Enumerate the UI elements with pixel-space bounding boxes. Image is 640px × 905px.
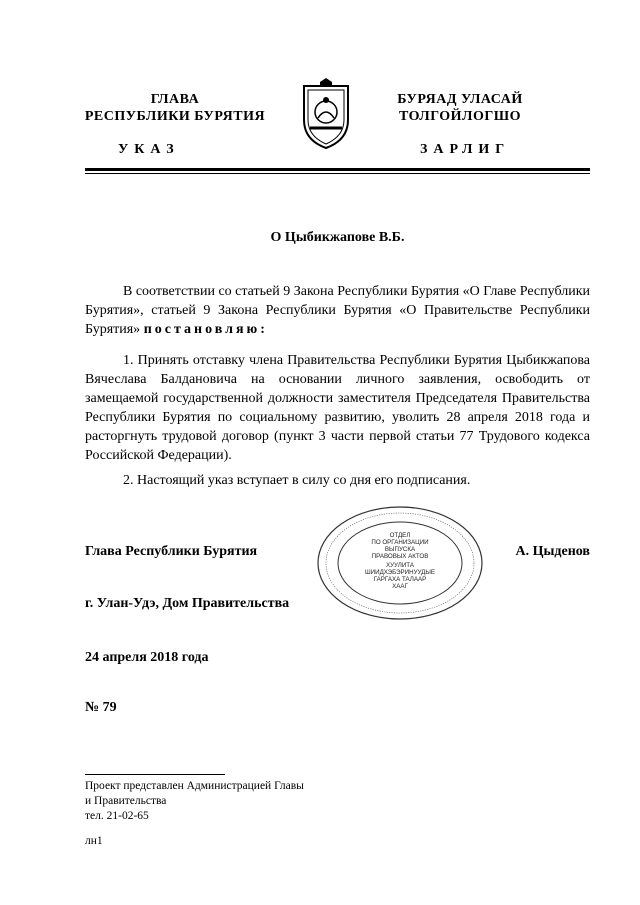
- coat-of-arms-icon: [296, 78, 356, 152]
- stamp-line-2: ВЫПУСКА: [384, 546, 416, 553]
- zarlig-label: ЗАРЛИГ: [420, 142, 511, 157]
- intro-paragraph: [85, 282, 590, 339]
- document-title: О Цыбикжапове В.Б.: [270, 230, 405, 245]
- footer-line3: тел. 21-02-65: [85, 810, 149, 822]
- header-left-line2: РЕСПУБЛИКИ БУРЯТИЯ: [84, 109, 266, 124]
- stamp-line-1: ПО ОРГАНИЗАЦИИ: [371, 539, 429, 546]
- header-right-line1: БУРЯАД УЛАСАЙ: [397, 92, 523, 107]
- footer-line1: Проект представлен Администрацией Главы: [85, 780, 304, 792]
- official-stamp: [315, 504, 485, 622]
- footer-note: [85, 779, 304, 824]
- ukaz-label: УКАЗ: [118, 142, 180, 157]
- decree-word: постановляю:: [143, 322, 268, 337]
- stamp-line-5: ШИИДХЭБЭРИНУУДЫЕ: [365, 569, 435, 576]
- decree-number: № 79: [85, 700, 117, 715]
- stamp-line-6: ГАРГАХА ТАЛААР: [373, 576, 427, 583]
- intro-text: В соответствии со статьей 9 Закона Республики Бурятия «О Главе Республики Бурятия», статьей 9 Закона Республики Бурятия «О Правительстве Республики Бурятия»: [85, 284, 590, 337]
- header-right-line2: ТОЛГОЙЛОГШО: [398, 109, 522, 124]
- header-divider-thin: [85, 173, 590, 174]
- header-right: [390, 91, 530, 125]
- item-1: 1. Принять отставку члена Правительства Республики Бурятия Цыбикжапова Вячеслава Балдановича на основании личного заявления, освободить от замещаемой государственной должности заместителя Председателя Правительства Республики Бурятия по социальному развитию, уволить 28 апреля 2018 года и расторгнуть трудовой договор (пункт 3 части первой статьи 77 Трудового кодекса Российской Федерации).: [85, 353, 590, 463]
- footer-line2: и Правительства: [85, 795, 167, 807]
- signatory-name: А. Цыденов: [515, 544, 590, 559]
- header-divider: [85, 168, 590, 171]
- stamp-line-7: ХААГ: [392, 583, 408, 590]
- footer-divider: [85, 774, 225, 775]
- header-left-line1: ГЛАВА: [150, 92, 200, 107]
- document-code: лн1: [85, 835, 103, 847]
- signatory-position: Глава Республики Бурятия: [85, 544, 258, 559]
- stamp-line-4: ХУУЛИТА: [386, 562, 414, 569]
- item-2: 2. Настоящий указ вступает в силу со дня его подписания.: [123, 473, 471, 488]
- signing-place: г. Улан-Удэ, Дом Правительства: [85, 596, 290, 611]
- stamp-line-0: ОТДЕЛ: [389, 532, 411, 539]
- header-left: [80, 91, 270, 125]
- stamp-line-3: ПРАВОВЫХ АКТОВ: [371, 553, 429, 560]
- signing-date: 24 апреля 2018 года: [85, 650, 209, 665]
